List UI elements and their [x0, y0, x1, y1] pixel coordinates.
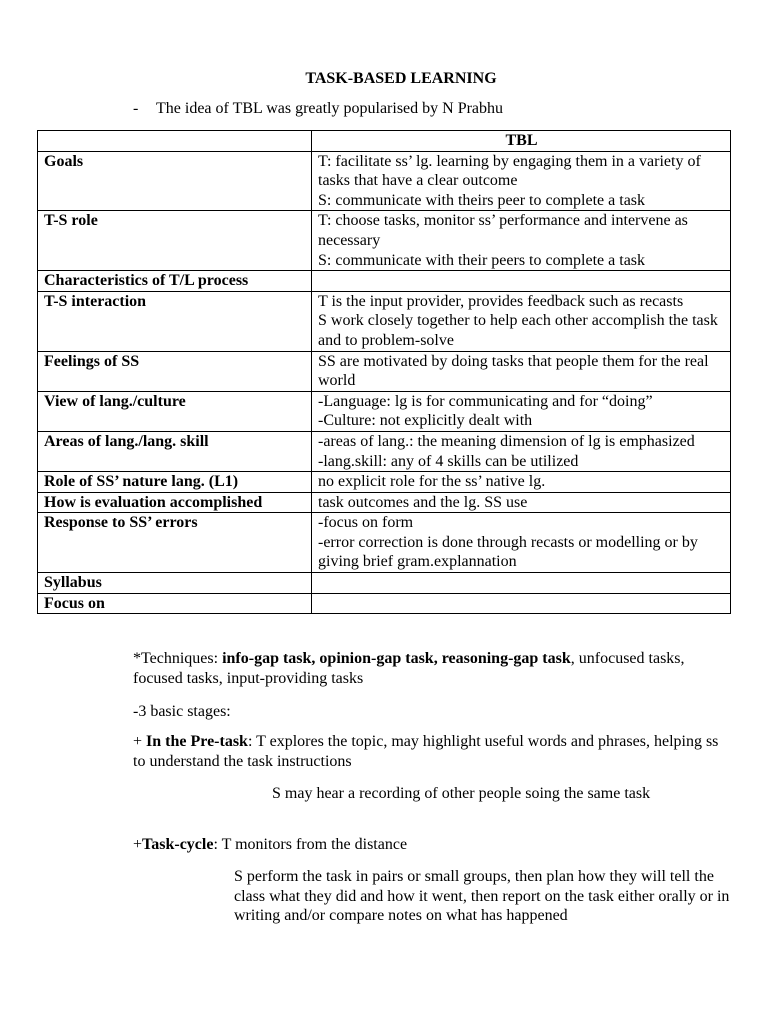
row-tbl-description — [312, 151, 731, 211]
techniques-prefix: *Techniques: — [133, 650, 223, 667]
description-line: T is the input provider, provides feedback such as recasts — [318, 292, 684, 310]
row-tbl-description — [312, 593, 731, 614]
description-line: -error correction is done through recasts or modelling or by giving brief gram.explannation — [318, 533, 698, 571]
document-title: TASK-BASED LEARNING — [305, 70, 497, 87]
table-header-tbl: TBL — [312, 131, 731, 152]
description-line: -lang.skill: any of 4 skills can be utilized — [318, 452, 579, 470]
description-line: T: choose tasks, monitor ss’ performance and intervene as necessary — [318, 212, 688, 249]
table-row — [38, 431, 731, 471]
description-line: task outcomes and the lg. SS use — [318, 493, 528, 511]
row-tbl-description — [312, 271, 731, 292]
description-line: T: facilitate ss’ lg. learning by engaging them in a variety of tasks that have a clear outcome — [318, 152, 701, 190]
description-line: SS are motivated by doing tasks that people them for the real world — [318, 352, 709, 390]
row-criterion: Response to SS’ errors — [38, 513, 312, 573]
description-line: -areas of lang.: the meaning dimension of lg is emphasized — [318, 432, 695, 450]
pre-task-student: S may hear a recording of other people soing the same task — [272, 785, 651, 802]
row-criterion: Characteristics of T/L process — [38, 271, 312, 292]
row-criterion: View of lang./culture — [38, 391, 312, 431]
row-criterion: Role of SS’ nature lang. (L1) — [38, 472, 312, 493]
task-cycle-paragraph — [133, 835, 733, 855]
table-row — [38, 472, 731, 493]
row-tbl-description — [312, 351, 731, 391]
stages-heading — [133, 702, 733, 722]
table-row — [38, 151, 731, 211]
techniques-rest: , unfocused tasks, focused tasks, input-providing tasks — [133, 650, 685, 687]
table-header-left — [38, 131, 312, 152]
row-tbl-description — [312, 291, 731, 351]
table-row — [38, 573, 731, 594]
description-line: S: communicate with their peers to complete a task — [318, 251, 646, 269]
table-header-row — [38, 131, 731, 152]
table-row — [38, 513, 731, 573]
stages-heading-text: -3 basic stages: — [133, 703, 231, 720]
pre-task-text: : T explores the topic, may highlight useful words and phrases, helping ss to understand the task instructions — [133, 733, 719, 770]
table-row — [38, 492, 731, 513]
intro-text: The idea of TBL was greatly popularised by N Prabhu — [156, 100, 504, 117]
row-criterion: Areas of lang./lang. skill — [38, 431, 312, 471]
row-criterion: Goals — [38, 151, 312, 211]
task-cycle-student-paragraph — [133, 867, 733, 926]
table-row — [38, 351, 731, 391]
table-row — [38, 593, 731, 614]
table-row — [38, 391, 731, 431]
techniques-paragraph — [133, 649, 733, 688]
row-tbl-description — [312, 431, 731, 471]
description-line: no explicit role for the ss’ native lg. — [318, 473, 546, 491]
row-criterion: Focus on — [38, 593, 312, 614]
pre-task-paragraph — [133, 732, 733, 771]
row-criterion: How is evaluation accomplished — [38, 492, 312, 513]
row-tbl-description — [312, 391, 731, 431]
intro-line — [133, 99, 503, 119]
table-body — [38, 151, 731, 614]
task-cycle-student: S perform the task in pairs or small groups, then plan how they will tell the class what they did and how it went, then report on the task either orally or in writing and/or compare notes on what has happened — [234, 868, 730, 924]
table-row — [38, 271, 731, 292]
techniques-bold: info-gap task, opinion-gap task, reasoning-gap task — [222, 650, 571, 667]
row-tbl-description — [312, 492, 731, 513]
task-cycle-prefix: + — [133, 836, 143, 853]
pre-task-student-paragraph — [133, 784, 733, 804]
description-line: S: communicate with theirs peer to complete a task — [318, 191, 646, 209]
task-cycle-label: Task-cycle — [142, 836, 214, 853]
description-line: -focus on form — [318, 514, 414, 532]
task-cycle-text: : T monitors from the distance — [213, 836, 408, 853]
pre-task-prefix: + — [133, 733, 147, 750]
row-tbl-description — [312, 573, 731, 594]
row-criterion: Syllabus — [38, 573, 312, 594]
row-criterion: T-S interaction — [38, 291, 312, 351]
pre-task-label: In the Pre-task — [146, 733, 248, 750]
description-line: S work closely together to help each other accomplish the task and to problem-solve — [318, 312, 718, 349]
row-tbl-description — [312, 513, 731, 573]
comparison-table — [37, 130, 731, 614]
intro-bullet: - — [133, 100, 139, 117]
description-line: -Culture: not explicitly dealt with — [318, 412, 533, 430]
table-row — [38, 291, 731, 351]
row-tbl-description — [312, 211, 731, 271]
table-row — [38, 211, 731, 271]
description-line: -Language: lg is for communicating and for “doing” — [318, 392, 653, 410]
row-criterion: Feelings of SS — [38, 351, 312, 391]
row-criterion: T-S role — [38, 211, 312, 271]
row-tbl-description — [312, 472, 731, 493]
